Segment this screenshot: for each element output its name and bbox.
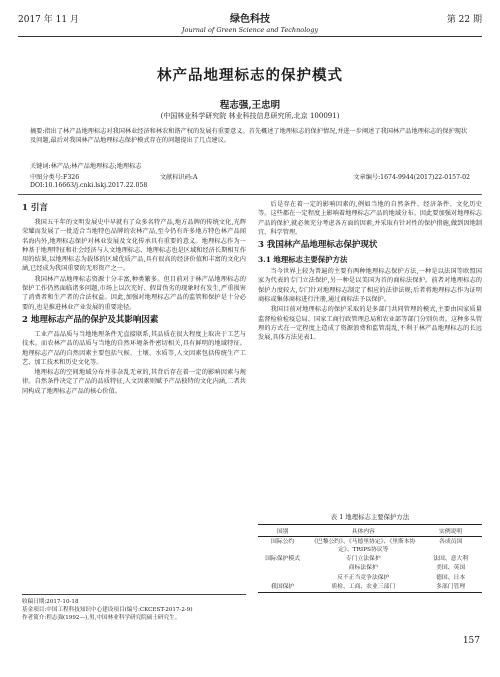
keywords: 关键词:林产品;林产品地理标志;地理标志 (30, 163, 142, 170)
section-2-paragraph-2: 地理标志的空间地域分布并非杂乱无章的,其背后存在着一定的影响因素与规律。自然条件决定了产品的品质特征,人文因素则赋予产品独特的文化内涵,二者共同构成了地理标志产品的核心价值。 (22, 369, 246, 395)
left-column (22, 200, 246, 397)
section-3-1-paragraph-2: 我国目前对地理标志的保护采取的是多部门共同管理的模式,主要由国家质量监督检验检疫总局、国家工商行政管理总局和农业部等部门分别负责。这种多头管理的方式在一定程度上造成了资源浪费和监管混乱,不利于林产品地理标志的长远发展,具体方法见表1。 (258, 306, 482, 342)
table-cell: 法国、意大利 (433, 556, 469, 563)
document-code: 文献标识码:A (160, 174, 198, 181)
header-rule (18, 36, 482, 37)
section-3-1-paragraph-1: 当今世界上较为普遍的主要有两种地理标志保护方法,一种是以法国等欧盟国家为代表的专门立法保护,另一种是以美国为首的商标法保护。前者对地理标志的保护力度较大,专门针对地理标志制定了相应的法律法规;后者将地理标志作为证明商标或集体商标进行注册,通过商标法予以保护。 (258, 268, 482, 304)
article-number: 文章编号:1674-9944(2017)22-0157-02 (353, 174, 470, 181)
meta-rule (18, 194, 482, 195)
table-cell: 专门立法保护 (345, 556, 381, 563)
received-date: 收稿日期:2017-10-18 (22, 599, 79, 605)
table-row (258, 573, 482, 582)
journal-name-en: Journal of Green Science and Technology (181, 26, 319, 34)
section-2-heading: 2 地理标志产品的保护及其影响因素 (22, 314, 159, 325)
section-1-paragraph-1: 我国五千年的文明发展史中早就有了众多名特产品,地方品牌的传统文化,光辉荣耀而发展了一批适合当地特色品牌的农林产品,至今仍有许多地方特色林产品闻名海内外,地理标志保护对林业发展及文化传承具有重要的意义。地理标志作为一种基于地理特征和社会经济与人文地理标志、地理标志也是区域和经济长期相互作用的结果,以地理标志为载体的区域优质产品,具有很高的经济价值和丰富的文化内涵,已经成为我国重要的无形资产之一。 (22, 219, 246, 273)
page-number: 157 (462, 636, 480, 646)
table-cell: 美国、英国 (436, 565, 466, 572)
footnotes (22, 594, 246, 623)
table-cell: 反不正当竞争法保护 (337, 574, 390, 581)
table-1 (258, 512, 482, 593)
table-header-row (258, 525, 482, 537)
section-2-paragraph-1: 工业产品品质与当地地理条件无直接联系,其品质在很大程度上取决于工艺与技术。而农林产品的品质与当地的自然环境条件密切相关,具有鲜明的地域特征。地理标志产品的自然因素主要包括气候、土壤、水质等,人文因素包括传统生产工艺、加工技术和历史文化等。 (22, 330, 246, 366)
table-cell (258, 573, 307, 582)
table-cell: 商标法保护 (348, 565, 378, 572)
author-affiliation: (中国林业科学研究院 林业科技信息研究所,北京 100091) (160, 112, 340, 120)
author-bio: 作者简介:程志强(1992—),男,中国林业科学研究院硕士研究生。 (22, 615, 181, 622)
table-header-cell: 国别 (258, 525, 307, 537)
issue-number: 第 22 期 (446, 15, 482, 25)
section-1-paragraph-2: 我国林产品地理标志资源十分丰富,种类繁多。但目前对于林产品地理标志的保护工作仍然面临诸多问题,市场上以次充好、假冒伪劣的现象时有发生,严重损害了消费者和生产者的合法权益。因此,加强对地理标志产品的监管和保护是十分必要的,也是推进林业产业发展的重要途径。 (22, 275, 246, 311)
table-cell (258, 564, 307, 573)
table-cell: 《巴黎公约》、《马德里协定》、《里斯本协定》、TRIPS协议等 (311, 538, 416, 553)
table-header-cell: 实例说明 (419, 525, 482, 537)
table-row (258, 537, 482, 555)
table-cell: 多部门管理 (419, 582, 482, 592)
section-1-heading: 1 引言 (22, 203, 48, 213)
issue-date: 2017 年 11 月 (18, 15, 79, 25)
methods-table (258, 524, 482, 593)
journal-name-cn: 绿色科技 (230, 14, 270, 25)
article-title: 林产品地理标志的保护模式 (157, 67, 343, 84)
journal-masthead (18, 10, 482, 34)
doi: DOI:10.16663/j.cnki.lskj.2017.22.058 (30, 182, 148, 189)
table-row (258, 582, 482, 592)
abstract: 摘要:指出了林产品地理标志对我国林业经济和林农和谐产权的发展有重要意义。首先概述了地理标志的保护情况,并进一步阐述了我国林产品地理标志的保护现状及问题,最后对我国林产品地理标志保护模式存在的问题提出了几点建议。 (30, 128, 468, 144)
table-cell: 国际公约 (271, 538, 295, 545)
table-cell: 德国、日本 (436, 574, 466, 581)
table-header-cell: 具体内容 (307, 525, 419, 537)
running-header (18, 10, 482, 36)
right-column (258, 200, 482, 344)
table-cell: 各成员国 (439, 538, 463, 545)
table-cell: 我国保护 (258, 582, 307, 592)
table-cell: 质检、工商、农业三部门 (307, 582, 419, 592)
article-authors: 程志强,王忠明 (219, 100, 281, 111)
section-3-heading: 3 我国林产品地理标志保护现状 (258, 240, 378, 251)
table-row (258, 564, 482, 573)
section-2-continued: 后是存在着一定的影响因素的,例如当地的自然条件、经济条件、文化历史等。这些都在一定程度上影响着地理标志产品的地域分布。因此要加强对地理标志产品的保护,就必须充分考虑各方面的因素,并采取有针对性的保护措施,做到因地制宜、科学管理。 (258, 201, 482, 236)
table-cell: 国际保护模式 (265, 556, 301, 563)
fund-note: 基金项目:中国工程科技知识中心建设项目(编号:CKCEST-2017-2-9) (22, 607, 193, 614)
clc-code: 中图分类号:F326 (30, 174, 80, 181)
section-3-1-heading: 3.1 地理标志主要保护方法 (258, 255, 348, 265)
table-row (258, 555, 482, 564)
table-caption: 表 1 地理标志主要保护方法 (330, 513, 410, 521)
